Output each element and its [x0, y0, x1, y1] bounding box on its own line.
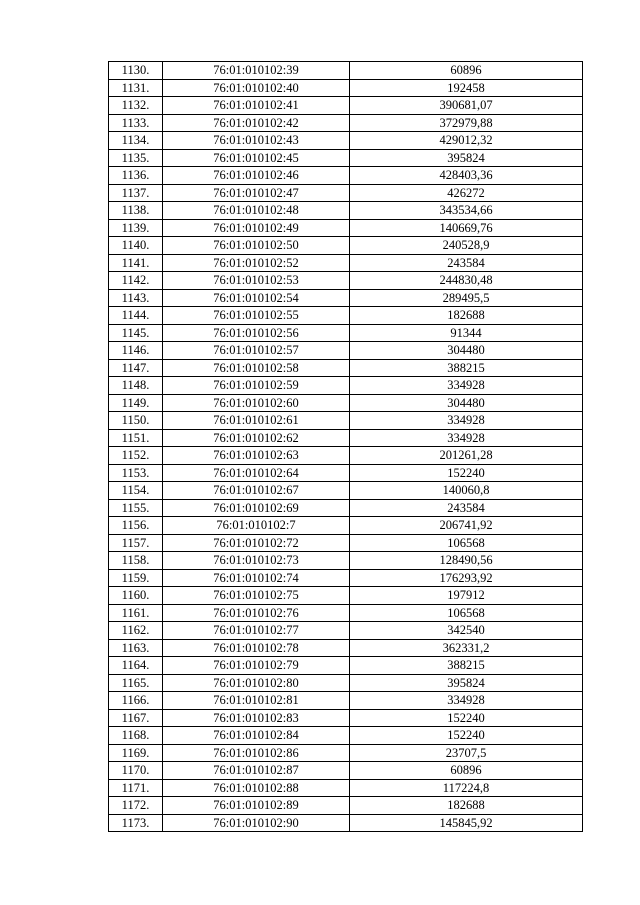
row-number-cell: 1131. — [109, 79, 163, 97]
table-row — [109, 534, 583, 552]
cadastral-number-cell: 76:01:010102:72 — [163, 534, 350, 552]
value-cell: 128490,56 — [350, 552, 583, 570]
cadastral-number-cell: 76:01:010102:57 — [163, 342, 350, 360]
cadastral-number-cell: 76:01:010102:90 — [163, 814, 350, 832]
cadastral-number-cell: 76:01:010102:42 — [163, 114, 350, 132]
table-row — [109, 377, 583, 395]
cadastral-number-cell: 76:01:010102:80 — [163, 674, 350, 692]
cadastral-number-cell: 76:01:010102:74 — [163, 569, 350, 587]
row-number-cell: 1163. — [109, 639, 163, 657]
row-number-cell: 1173. — [109, 814, 163, 832]
table-row — [109, 622, 583, 640]
table-row — [109, 727, 583, 745]
value-cell: 206741,92 — [350, 517, 583, 535]
cadastral-value-table — [108, 61, 583, 832]
value-cell: 244830,48 — [350, 272, 583, 290]
table-row — [109, 429, 583, 447]
cadastral-number-cell: 76:01:010102:84 — [163, 727, 350, 745]
cadastral-number-cell: 76:01:010102:53 — [163, 272, 350, 290]
row-number-cell: 1141. — [109, 254, 163, 272]
row-number-cell: 1148. — [109, 377, 163, 395]
table-row — [109, 342, 583, 360]
row-number-cell: 1154. — [109, 482, 163, 500]
table-row — [109, 412, 583, 430]
cadastral-number-cell: 76:01:010102:56 — [163, 324, 350, 342]
value-cell: 197912 — [350, 587, 583, 605]
table-row — [109, 62, 583, 80]
table-row — [109, 709, 583, 727]
row-number-cell: 1150. — [109, 412, 163, 430]
row-number-cell: 1164. — [109, 657, 163, 675]
row-number-cell: 1147. — [109, 359, 163, 377]
cadastral-number-cell: 76:01:010102:89 — [163, 797, 350, 815]
table-row — [109, 552, 583, 570]
cadastral-number-cell: 76:01:010102:86 — [163, 744, 350, 762]
cadastral-number-cell: 76:01:010102:78 — [163, 639, 350, 657]
cadastral-number-cell: 76:01:010102:49 — [163, 219, 350, 237]
cadastral-number-cell: 76:01:010102:40 — [163, 79, 350, 97]
table-row — [109, 219, 583, 237]
value-cell: 117224,8 — [350, 779, 583, 797]
row-number-cell: 1136. — [109, 167, 163, 185]
row-number-cell: 1161. — [109, 604, 163, 622]
cadastral-number-cell: 76:01:010102:58 — [163, 359, 350, 377]
row-number-cell: 1144. — [109, 307, 163, 325]
value-cell: 243584 — [350, 499, 583, 517]
value-cell: 60896 — [350, 62, 583, 80]
row-number-cell: 1157. — [109, 534, 163, 552]
value-cell: 388215 — [350, 657, 583, 675]
cadastral-number-cell: 76:01:010102:79 — [163, 657, 350, 675]
table-row — [109, 254, 583, 272]
row-number-cell: 1151. — [109, 429, 163, 447]
table-row — [109, 289, 583, 307]
table-row — [109, 482, 583, 500]
cadastral-number-cell: 76:01:010102:62 — [163, 429, 350, 447]
cadastral-number-cell: 76:01:010102:83 — [163, 709, 350, 727]
row-number-cell: 1138. — [109, 202, 163, 220]
value-cell: 23707,5 — [350, 744, 583, 762]
table-row — [109, 692, 583, 710]
table-row — [109, 394, 583, 412]
table-row — [109, 779, 583, 797]
row-number-cell: 1143. — [109, 289, 163, 307]
row-number-cell: 1167. — [109, 709, 163, 727]
value-cell: 334928 — [350, 692, 583, 710]
table-row — [109, 359, 583, 377]
row-number-cell: 1159. — [109, 569, 163, 587]
row-number-cell: 1134. — [109, 132, 163, 150]
table-row — [109, 639, 583, 657]
row-number-cell: 1130. — [109, 62, 163, 80]
row-number-cell: 1168. — [109, 727, 163, 745]
table-row — [109, 744, 583, 762]
value-cell: 106568 — [350, 604, 583, 622]
value-cell: 304480 — [350, 394, 583, 412]
table-row — [109, 762, 583, 780]
cadastral-number-cell: 76:01:010102:54 — [163, 289, 350, 307]
cadastral-number-cell: 76:01:010102:63 — [163, 447, 350, 465]
table-row — [109, 447, 583, 465]
cadastral-number-cell: 76:01:010102:52 — [163, 254, 350, 272]
value-cell: 106568 — [350, 534, 583, 552]
table-row — [109, 79, 583, 97]
cadastral-number-cell: 76:01:010102:69 — [163, 499, 350, 517]
cadastral-number-cell: 76:01:010102:81 — [163, 692, 350, 710]
table-row — [109, 464, 583, 482]
value-cell: 60896 — [350, 762, 583, 780]
row-number-cell: 1139. — [109, 219, 163, 237]
row-number-cell: 1170. — [109, 762, 163, 780]
row-number-cell: 1171. — [109, 779, 163, 797]
table-row — [109, 657, 583, 675]
value-cell: 152240 — [350, 464, 583, 482]
row-number-cell: 1145. — [109, 324, 163, 342]
row-number-cell: 1133. — [109, 114, 163, 132]
table-row — [109, 517, 583, 535]
row-number-cell: 1169. — [109, 744, 163, 762]
value-cell: 343534,66 — [350, 202, 583, 220]
value-cell: 426272 — [350, 184, 583, 202]
value-cell: 289495,5 — [350, 289, 583, 307]
value-cell: 243584 — [350, 254, 583, 272]
row-number-cell: 1172. — [109, 797, 163, 815]
value-cell: 388215 — [350, 359, 583, 377]
value-cell: 429012,32 — [350, 132, 583, 150]
value-cell: 176293,92 — [350, 569, 583, 587]
value-cell: 342540 — [350, 622, 583, 640]
row-number-cell: 1162. — [109, 622, 163, 640]
table-row — [109, 814, 583, 832]
cadastral-number-cell: 76:01:010102:64 — [163, 464, 350, 482]
value-cell: 152240 — [350, 709, 583, 727]
cadastral-number-cell: 76:01:010102:61 — [163, 412, 350, 430]
row-number-cell: 1146. — [109, 342, 163, 360]
cadastral-number-cell: 76:01:010102:73 — [163, 552, 350, 570]
value-cell: 182688 — [350, 307, 583, 325]
value-cell: 428403,36 — [350, 167, 583, 185]
table-row — [109, 149, 583, 167]
value-cell: 145845,92 — [350, 814, 583, 832]
table-row — [109, 167, 583, 185]
row-number-cell: 1165. — [109, 674, 163, 692]
row-number-cell: 1132. — [109, 97, 163, 115]
table-row — [109, 202, 583, 220]
cadastral-number-cell: 76:01:010102:46 — [163, 167, 350, 185]
cadastral-number-cell: 76:01:010102:55 — [163, 307, 350, 325]
cadastral-number-cell: 76:01:010102:59 — [163, 377, 350, 395]
value-cell: 140669,76 — [350, 219, 583, 237]
cadastral-number-cell: 76:01:010102:41 — [163, 97, 350, 115]
cadastral-number-cell: 76:01:010102:47 — [163, 184, 350, 202]
cadastral-number-cell: 76:01:010102:67 — [163, 482, 350, 500]
table-row — [109, 569, 583, 587]
cadastral-number-cell: 76:01:010102:75 — [163, 587, 350, 605]
row-number-cell: 1149. — [109, 394, 163, 412]
cadastral-number-cell: 76:01:010102:60 — [163, 394, 350, 412]
table-row — [109, 674, 583, 692]
cadastral-number-cell: 76:01:010102:43 — [163, 132, 350, 150]
cadastral-number-cell: 76:01:010102:48 — [163, 202, 350, 220]
row-number-cell: 1160. — [109, 587, 163, 605]
row-number-cell: 1137. — [109, 184, 163, 202]
value-cell: 334928 — [350, 377, 583, 395]
row-number-cell: 1142. — [109, 272, 163, 290]
cadastral-number-cell: 76:01:010102:50 — [163, 237, 350, 255]
table-row — [109, 237, 583, 255]
table-row — [109, 324, 583, 342]
value-cell: 390681,07 — [350, 97, 583, 115]
value-cell: 372979,88 — [350, 114, 583, 132]
cadastral-number-cell: 76:01:010102:88 — [163, 779, 350, 797]
table-row — [109, 132, 583, 150]
cadastral-number-cell: 76:01:010102:76 — [163, 604, 350, 622]
table-row — [109, 797, 583, 815]
table-row — [109, 604, 583, 622]
row-number-cell: 1140. — [109, 237, 163, 255]
table-row — [109, 184, 583, 202]
table-row — [109, 587, 583, 605]
value-cell: 304480 — [350, 342, 583, 360]
value-cell: 201261,28 — [350, 447, 583, 465]
value-cell: 334928 — [350, 429, 583, 447]
value-cell: 334928 — [350, 412, 583, 430]
row-number-cell: 1155. — [109, 499, 163, 517]
row-number-cell: 1135. — [109, 149, 163, 167]
value-cell: 182688 — [350, 797, 583, 815]
row-number-cell: 1153. — [109, 464, 163, 482]
table-row — [109, 499, 583, 517]
value-cell: 192458 — [350, 79, 583, 97]
table-row — [109, 272, 583, 290]
table-body — [109, 62, 583, 832]
table-row — [109, 114, 583, 132]
value-cell: 140060,8 — [350, 482, 583, 500]
cadastral-number-cell: 76:01:010102:7 — [163, 517, 350, 535]
value-cell: 395824 — [350, 149, 583, 167]
row-number-cell: 1156. — [109, 517, 163, 535]
table-row — [109, 307, 583, 325]
row-number-cell: 1152. — [109, 447, 163, 465]
value-cell: 395824 — [350, 674, 583, 692]
value-cell: 362331,2 — [350, 639, 583, 657]
table-row — [109, 97, 583, 115]
cadastral-number-cell: 76:01:010102:45 — [163, 149, 350, 167]
cadastral-number-cell: 76:01:010102:39 — [163, 62, 350, 80]
row-number-cell: 1158. — [109, 552, 163, 570]
cadastral-number-cell: 76:01:010102:87 — [163, 762, 350, 780]
row-number-cell: 1166. — [109, 692, 163, 710]
value-cell: 91344 — [350, 324, 583, 342]
cadastral-number-cell: 76:01:010102:77 — [163, 622, 350, 640]
value-cell: 152240 — [350, 727, 583, 745]
value-cell: 240528,9 — [350, 237, 583, 255]
